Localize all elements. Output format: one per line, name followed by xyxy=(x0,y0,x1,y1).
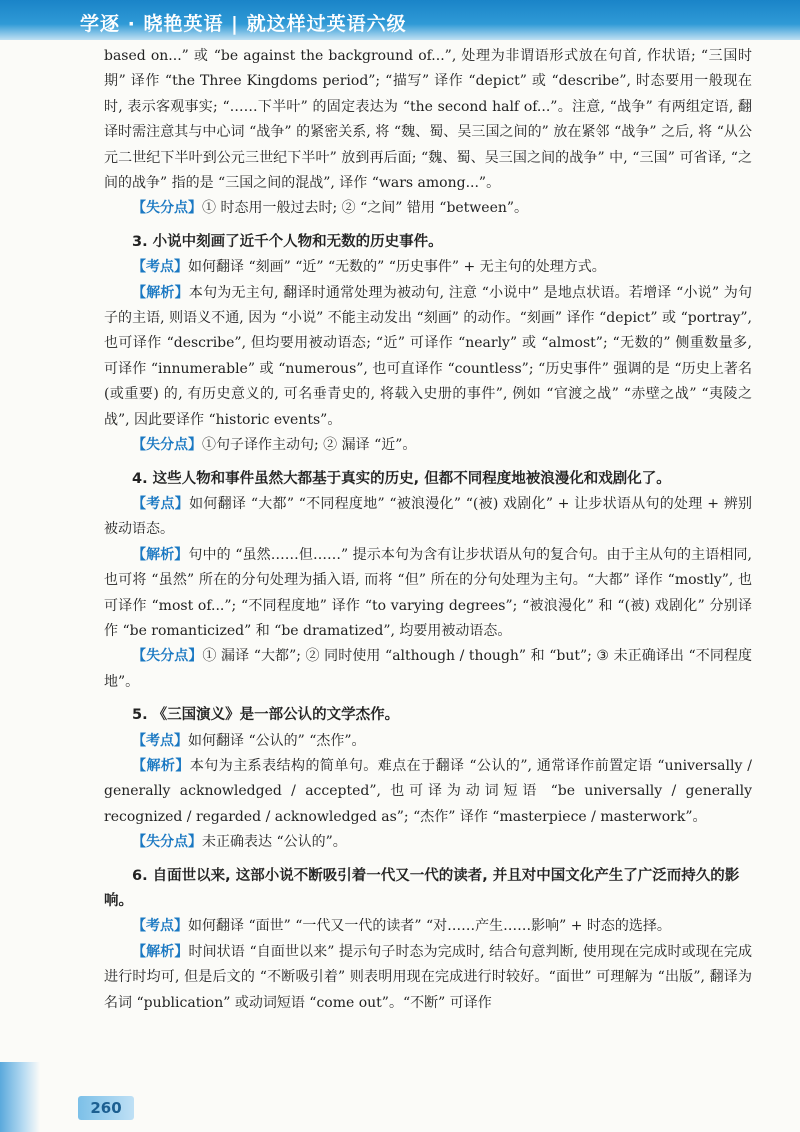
header-title: 学逐 · 晓艳英语 | 就这样过英语六级 xyxy=(80,13,407,35)
intro-error-points xyxy=(104,196,752,221)
question-4: 4. 这些人物和事件虽然大都基于真实的历史, 但都不同程度地被浪漫化和戏剧化了。 xyxy=(132,470,671,487)
question-5-shifen-text: 未正确表达 “公认的”。 xyxy=(202,834,347,851)
question-5-kaodian-text: 如何翻译 “公认的” “杰作”。 xyxy=(188,732,366,749)
question-4-kaodian-text: 如何翻译 “大都” “不同程度地” “被浪漫化” “(被) 戏剧化” + 让步状语从句的处理 + 辨别被动语态。 xyxy=(104,495,752,538)
question-5-jiexi xyxy=(104,754,752,830)
kaodian-tag: 【考点】 xyxy=(132,918,188,935)
kaodian-tag: 【考点】 xyxy=(132,732,188,749)
corner-decoration xyxy=(0,1062,40,1132)
question-5-kaodian xyxy=(104,729,752,754)
question-6-jiexi xyxy=(104,940,752,1016)
question-3-jiexi-text: 本句为无主句, 翻译时通常处理为被动句, 注意 “小说中” 是地点状语。若增译 “小说” 为句子的主语, 则语义不通, 因为 “小说” 不能主动发出 “刻画” 的动作。“刻画” 译作 “depict” 或 “portray”, 也可译作 “describe”, 但均要用被动语态; “近” 可译作 “nearly” 或 “almost”; “无数的” 侧重数量多, 可译作 “innumerable” 或 “numerous”, 也可直译作 “countless”; “历史事件” 强调的是 “历史上著名 (或重要) 的, 有历史意义的, 可名垂青史的, 将载入史册的事件”, 例如 “官渡之战” “赤壁之战” “夷陵之战”, 因此要译作 “historic events”。 xyxy=(104,284,753,428)
jiexi-tag: 【解析】 xyxy=(132,943,189,960)
question-4-jiexi xyxy=(104,543,752,645)
error-points-tag: 【失分点】 xyxy=(132,200,202,217)
question-4-shifen xyxy=(104,644,752,695)
question-3-shifen xyxy=(104,433,752,458)
question-6-jiexi-text: 时间状语 “自面世以来” 提示句子时态为完成时, 结合句意判断, 使用现在完成时或现在完成进行时均可, 但是后文的 “不断吸引着” 则表明用现在完成进行时较好。“面世” 可理解为 “出版”, 翻译为名词 “publication” 或动词短语 “come out”。“不断” 可译作 xyxy=(104,943,753,1011)
intro-error-text: ① 时态用一般过去时; ② “之间” 错用 “between”。 xyxy=(202,200,529,217)
error-points-tag: 【失分点】 xyxy=(132,648,203,665)
kaodian-tag: 【考点】 xyxy=(132,495,190,512)
jiexi-tag: 【解析】 xyxy=(132,546,189,563)
kaodian-tag: 【考点】 xyxy=(132,259,188,276)
question-4-jiexi-text: 句中的 “虽然……但……” 提示本句为含有让步状语从句的复合句。由于主从句的主语相同, 也可将 “虽然” 所在的分句处理为插入语, 而将 “但” 所在的分句处理为主句。“大都” 译作 “mostly”, 也可译作 “most of...”; “不同程度地” 译作 “to varying degrees”; “被浪漫化” 和 “(被) 戏剧化” 分别译作 “be romanticized” 和 “be dramatized”, 均要用被动语态。 xyxy=(104,546,753,639)
question-5-shifen xyxy=(104,830,752,855)
jiexi-tag: 【解析】 xyxy=(132,284,189,301)
question-4-kaodian xyxy=(104,492,752,543)
question-3-jiexi xyxy=(104,281,752,433)
question-5-jiexi-text: 本句为主系表结构的简单句。难点在于翻译 “公认的”, 通常译作前置定语 “universally / generally acknowledged / accepted”, 也可译为动词短语 “be universally / generally recognized / regarded / acknowledged as”; “杰作” 译作 “masterpiece / masterwork”。 xyxy=(104,757,753,825)
question-3-shifen-text: ①句子译作主动句; ② 漏译 “近”。 xyxy=(202,437,417,454)
question-3: 3. 小说中刻画了近千个人物和无数的历史事件。 xyxy=(132,233,443,250)
question-4-shifen-text: ① 漏译 “大都”; ② 同时使用 “although / though” 和 “but”; ③ 未正确译出 “不同程度地”。 xyxy=(104,648,753,690)
error-points-tag: 【失分点】 xyxy=(132,437,202,454)
intro-paragraph: based on...” 或 “be against the background of...”, 处理为非谓语形式放在句首, 作状语; “三国时期” 译作 “the Three Kingdoms period”; “描写” 译作 “depict” 或 “describe”, 时态要用一般现在时, 表示客观事实; “……下半叶” 的固定表达为 “the second half of...”。注意, “战争” 有两组定语, 翻译时需注意其与中心词 “战争” 的紧密关系, 将 “魏、蜀、吴三国之间的” 放在紧邻 “战争” 之后, 将 “从公元二世纪下半叶到公元三世纪下半叶” 放到再后面; “魏、蜀、吴三国之间的战争” 中, “三国” 可省译, “之间的战争” 指的是 “三国之间的混战”, 译作 “wars among...”。 xyxy=(104,48,752,192)
error-points-tag: 【失分点】 xyxy=(132,834,202,851)
question-6: 6. 自面世以来, 这部小说不断吸引着一代又一代的读者, 并且对中国文化产生了广泛而持久的影响。 xyxy=(104,867,740,909)
question-6-kaodian-text: 如何翻译 “面世” “一代又一代的读者” “对……产生……影响” + 时态的选择。 xyxy=(188,918,671,935)
question-3-kaodian-text: 如何翻译 “刻画” “近” “无数的” “历史事件” + 无主句的处理方式。 xyxy=(188,259,606,276)
jiexi-tag: 【解析】 xyxy=(132,757,190,774)
question-5: 5. 《三国演义》是一部公认的文学杰作。 xyxy=(132,707,400,724)
question-6-kaodian xyxy=(104,914,752,939)
page-number: 260 xyxy=(78,1096,134,1120)
question-3-kaodian xyxy=(104,255,752,280)
running-header xyxy=(0,0,800,40)
page-body xyxy=(104,44,752,1016)
